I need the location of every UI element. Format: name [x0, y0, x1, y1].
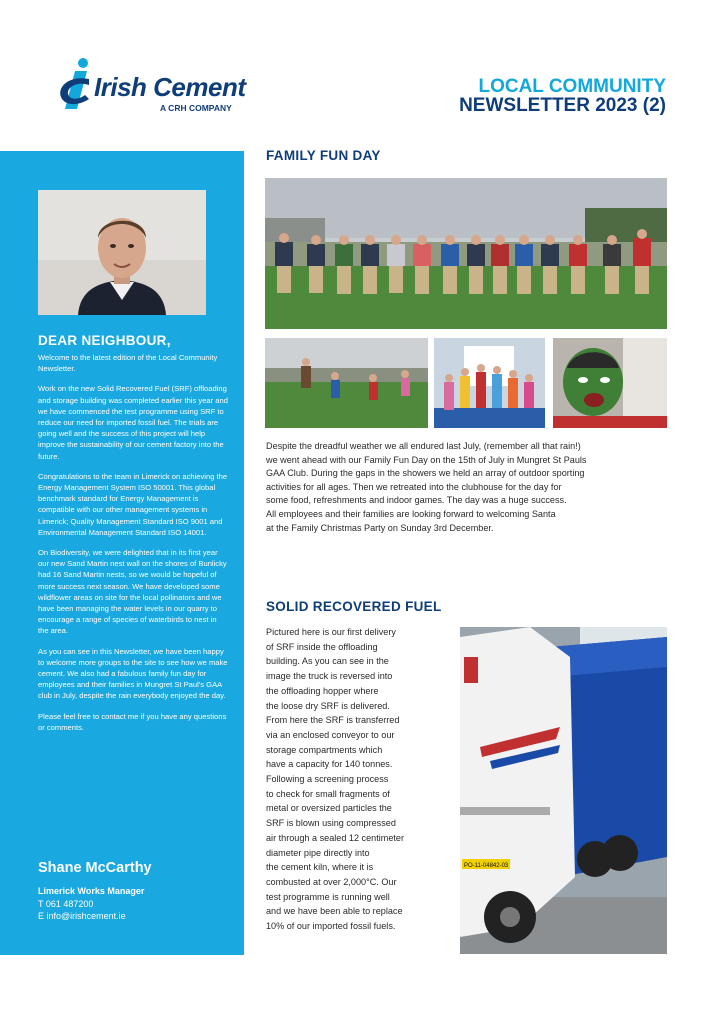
contact-block: [38, 885, 144, 923]
srf-title: SOLID RECOVERED FUEL: [266, 599, 442, 614]
text-line: the loose dry SRF is delivered.: [266, 700, 390, 711]
signatory-role: Limerick Works Manager: [38, 886, 145, 896]
text-line: storage compartments which: [266, 744, 383, 755]
contact-phone: T 061 487200: [38, 898, 94, 909]
text-line: at the Family Christmas Party on Sunday 3rd December.: [266, 522, 494, 533]
header-title-line1: LOCAL COMMUNITY: [478, 76, 666, 97]
sidebar-heading: DEAR NEIGHBOUR,: [38, 333, 171, 348]
text-line: have a capacity for 140 tonnes.: [266, 759, 393, 770]
face-paint-photo: [553, 338, 667, 428]
logo-subtitle: A CRH COMPANY: [160, 103, 232, 113]
text-line: air through a sealed 12 centimeter: [266, 832, 405, 843]
text-line: image the truck is reversed into: [266, 671, 393, 682]
sidebar-letter-body: [38, 352, 228, 742]
letter-paragraph: Please feel free to contact me if you have any questions or comments.: [38, 711, 227, 732]
svg-text:PO-11-04842-03: PO-11-04842-03: [464, 863, 509, 869]
text-line: activities for all ages. Then we retreated into the clubhouse for the day for: [266, 481, 562, 492]
header-title-line2: NEWSLETTER 2023 (2): [459, 95, 666, 116]
text-line: From here the SRF is transferred: [266, 715, 400, 726]
kids-running-photo: [265, 338, 428, 428]
text-line: combusted at over 2,000°C. Our: [266, 876, 397, 887]
logo-brand-text: Irish Cement: [94, 72, 246, 102]
text-line: Following a screening process: [266, 774, 389, 785]
signatory-name: Shane McCarthy: [38, 860, 152, 876]
text-line: via an enclosed conveyor to our: [266, 729, 395, 740]
family-fun-day-text: [266, 440, 666, 535]
text-line: the cement kiln, where it is: [266, 862, 374, 873]
family-fun-day-title: FAMILY FUN DAY: [266, 148, 381, 163]
text-line: test programme is running well: [266, 891, 390, 902]
srf-truck-photo: [460, 627, 667, 954]
text-line: SRF is blown using compressed: [266, 818, 396, 829]
text-line: some food, refreshments and indoor games. The day was a huge success.: [266, 495, 567, 506]
text-line: All employees and their families are looking forward to welcoming Santa: [266, 508, 556, 519]
letter-paragraph: Congratulations to the team in Limerick on achieving the Energy Management System ISO 50001. This global benchmark standard for Energy Management is compatible with our other management systems in Limerick; Quality Management Standard ISO 9001 and Environmental Management Standard ISO 14001.: [38, 471, 228, 537]
srf-text: [266, 625, 456, 934]
text-line: 10% of our imported fossil fuels.: [266, 921, 396, 932]
contact-email[interactable]: E info@irishcement.ie: [38, 911, 126, 921]
text-line: GAA Club. During the gaps in the showers we held an array of outdoor sporting: [266, 468, 585, 479]
letter-paragraph: Work on the new Solid Recovered Fuel (SRF) offloading and storage building was completed earlier this year and we have commenced the test programme using SRF to reduce our need for imported fossil fuel. The trials are going well and the success of this project will help improve the sustainability of our cement factory into the future.: [38, 384, 228, 461]
letter-paragraph: Welcome to the latest edition of the Local Community Newsletter.: [38, 353, 218, 374]
text-line: the offloading hopper where: [266, 685, 379, 696]
text-line: Despite the dreadful weather we all endured last July, (remember all that rain!): [266, 441, 581, 451]
text-line: metal or oversized particles the: [266, 803, 392, 814]
sack-race-photo: [265, 178, 667, 329]
text-line: building. As you can see in the: [266, 656, 389, 667]
letter-paragraph: As you can see in this Newsletter, we have been happy to welcome more groups to the site to see how we make cement. We also had a fabulous family fun day for employees and their families in Mungret St Paul's GAA club in July, despite the rain everybody enjoyed the day.: [38, 646, 228, 701]
text-line: of SRF inside the offloading: [266, 641, 378, 652]
kids-podium-photo: [434, 338, 545, 428]
letter-paragraph: On Biodiversity, we were delighted that in its first year our new Sand Martin nest wall on the shores of Bunlicky had 16 Sand Martin nests, so we would be hopeful of more success next season. We have developed some wildflower areas on site for the local pollinators and we have been managing the water levels in our quarry to encourage a range of species of waterbirds to nest in the area.: [38, 548, 227, 636]
portrait-photo: [38, 190, 206, 315]
text-line: we went ahead with our Family Fun Day on the 15th of July in Mungret St Pauls: [266, 454, 587, 465]
text-line: diameter pipe directly into: [266, 847, 370, 858]
text-line: to check for small fragments of: [266, 788, 390, 799]
text-line: Pictured here is our first delivery: [266, 627, 396, 637]
text-line: and we have been able to replace: [266, 906, 403, 917]
